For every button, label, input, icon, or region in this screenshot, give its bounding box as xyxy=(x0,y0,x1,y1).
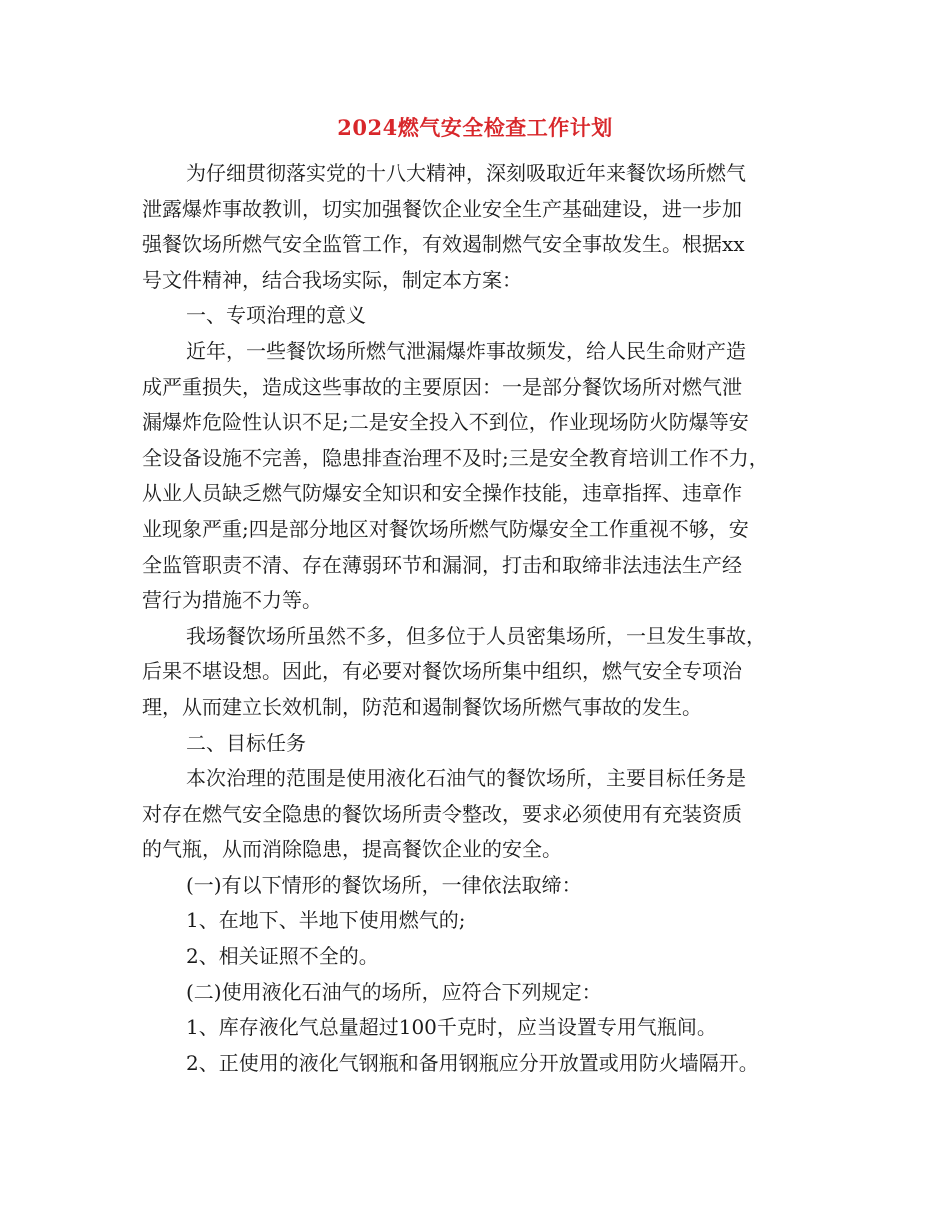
text-line: 本次治理的范围是使用液化石油气的餐饮场所，主要目标任务是 xyxy=(186,766,746,791)
text-line: 号文件精神，结合我场实际，制定本方案： xyxy=(142,267,522,292)
text-line: 漏爆炸危险性认识不足;二是安全投入不到位，作业现场防火防爆等安 xyxy=(142,410,749,435)
text-line: 理，从而建立长效机制，防范和遏制餐饮场所燃气事故的发生。 xyxy=(142,694,702,719)
document-body xyxy=(142,156,807,1081)
text-line: 2、正使用的液化气钢瓶和备用钢瓶应分开放置或用防火墙隔开。 xyxy=(186,1050,759,1075)
text-line: 业现象严重;四是部分地区对餐饮场所燃气防爆安全工作重视不够，安 xyxy=(142,516,749,541)
text-line: 我场餐饮场所虽然不多，但多位于人员密集场所，一旦发生事故， xyxy=(186,623,766,648)
text-line: 从业人员缺乏燃气防爆安全知识和安全操作技能，违章指挥、违章作 xyxy=(142,481,742,506)
text-line: 为仔细贯彻落实党的十八大精神，深刻吸取近年来餐饮场所燃气 xyxy=(186,161,746,185)
text-line: 营行为措施不力等。 xyxy=(142,588,322,613)
text-line: (一)有以下情形的餐饮场所，一律依法取缔： xyxy=(186,872,582,897)
text-line: 泄露爆炸事故教训，切实加强餐饮企业安全生产基础建设，进一步加 xyxy=(142,196,742,221)
text-line: 2、相关证照不全的。 xyxy=(186,944,379,969)
text-line: 对存在燃气安全隐患的餐饮场所责令整改，要求必须使用有充装资质 xyxy=(142,801,742,826)
text-line: 强餐饮场所燃气安全监管工作，有效遏制燃气安全事故发生。根据xx xyxy=(142,232,745,257)
text-line: 全设备设施不完善，隐患排查治理不及时;三是安全教育培训工作不力， xyxy=(142,445,769,470)
text-line: 二、目标任务 xyxy=(186,730,306,755)
text-line: 近年，一些餐饮场所燃气泄漏爆炸事故频发，给人民生命财产造 xyxy=(186,338,746,363)
text-line: (二)使用液化石油气的场所，应符合下列规定： xyxy=(186,979,602,1004)
text-line: 的气瓶，从而消除隐患，提高餐饮企业的安全。 xyxy=(142,837,562,862)
text-line: 后果不堪设想。因此，有必要对餐饮场所集中组织，燃气安全专项治 xyxy=(142,659,742,684)
document-title: 2024燃气安全检查工作计划 xyxy=(337,115,613,140)
text-line: 1、库存液化气总量超过100千克时，应当设置专用气瓶间。 xyxy=(186,1015,717,1040)
text-line: 全监管职责不清、存在薄弱环节和漏洞，打击和取缔非法违法生产经 xyxy=(142,552,742,577)
text-line: 1、在地下、半地下使用燃气的; xyxy=(186,908,466,933)
text-line: 一、专项治理的意义 xyxy=(186,303,366,328)
text-line: 成严重损失，造成这些事故的主要原因：一是部分餐饮场所对燃气泄 xyxy=(142,374,742,399)
